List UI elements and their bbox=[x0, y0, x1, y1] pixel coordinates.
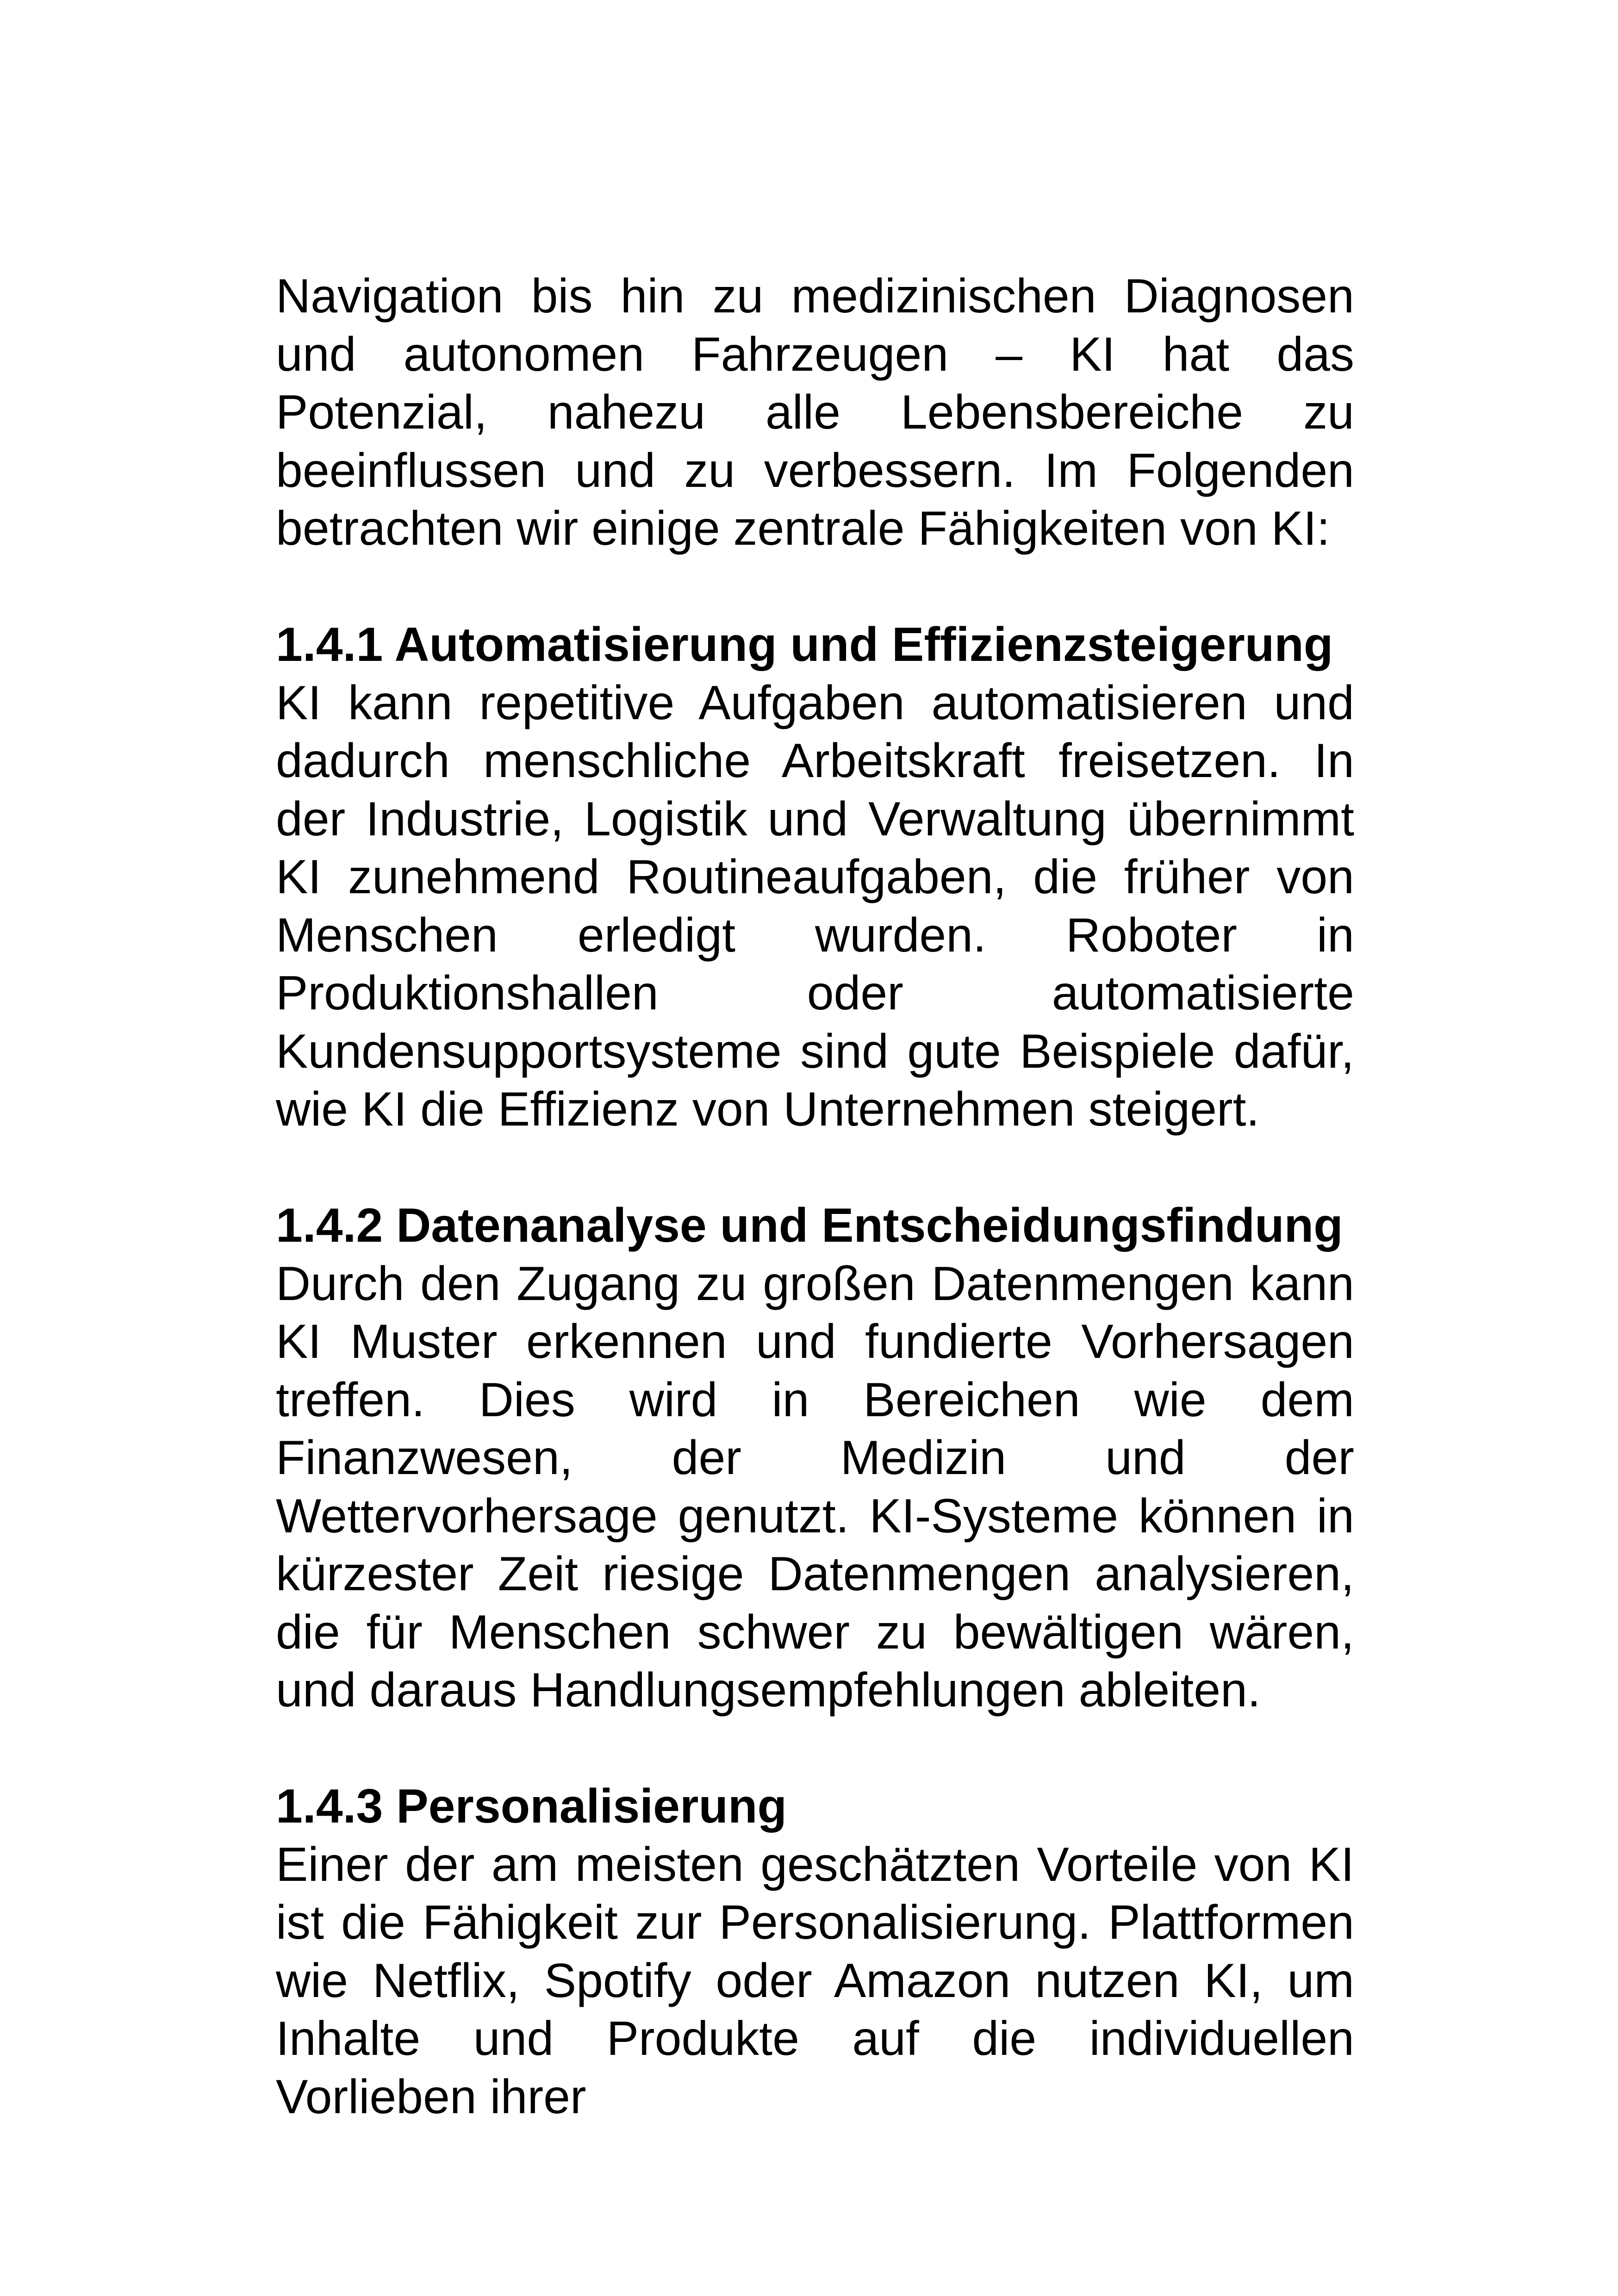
section-automatisierung bbox=[276, 616, 1354, 1139]
section-heading: 1.4.1 Automatisierung und Effizienzsteigerung bbox=[276, 618, 1333, 672]
section-spacer bbox=[276, 1139, 1354, 1197]
section-paragraph: Durch den Zugang zu großen Datenmengen kann KI Muster erkennen und fundierte Vorhersagen treffen. Dies wird in Bereichen wie dem Finanzwesen, der Medizin und der Wettervorhersage genutzt. KI-Systeme können in kürzester Zeit riesige Datenmengen analysieren, die für Menschen schwer zu bewältigen wären, und daraus Handlungsempfehlungen ableiten. bbox=[276, 1257, 1354, 1717]
section-spacer bbox=[276, 1720, 1354, 1778]
section-personalisierung bbox=[276, 1778, 1354, 2126]
section-spacer bbox=[276, 558, 1354, 616]
section-heading: 1.4.2 Datenanalyse und Entscheidungsfindung bbox=[276, 1199, 1343, 1252]
page-content bbox=[276, 268, 1354, 2126]
section-paragraph: Einer der am meisten geschätzten Vorteile von KI ist die Fähigkeit zur Personalisierung. Plattformen wie Netflix, Spotify oder Amazon nutzen KI, um Inhalte und Produkte auf die individuellen Vorlieben ihrer bbox=[276, 1837, 1354, 2124]
section-paragraph: KI kann repetitive Aufgaben automatisieren und dadurch menschliche Arbeitskraft freisetzen. In der Industrie, Logistik und Verwaltung übernimmt KI zunehmend Routineaufgaben, die früher von Menschen erledigt wurden. Roboter in Produktionshallen oder automatisierte Kundensupportsysteme sind gute Beispiele dafür, wie KI die Effizienz von Unternehmen steigert. bbox=[276, 676, 1354, 1136]
section-datenanalyse bbox=[276, 1197, 1354, 1720]
section-heading: 1.4.3 Personalisierung bbox=[276, 1780, 787, 1833]
intro-paragraph: Navigation bis hin zu medizinischen Diagnosen und autonomen Fahrzeugen – KI hat das Potenzial, nahezu alle Lebensbereiche zu beeinflussen und zu verbessern. Im Folgenden betrachten wir einige zentrale Fähigkeiten von KI: bbox=[276, 269, 1354, 555]
